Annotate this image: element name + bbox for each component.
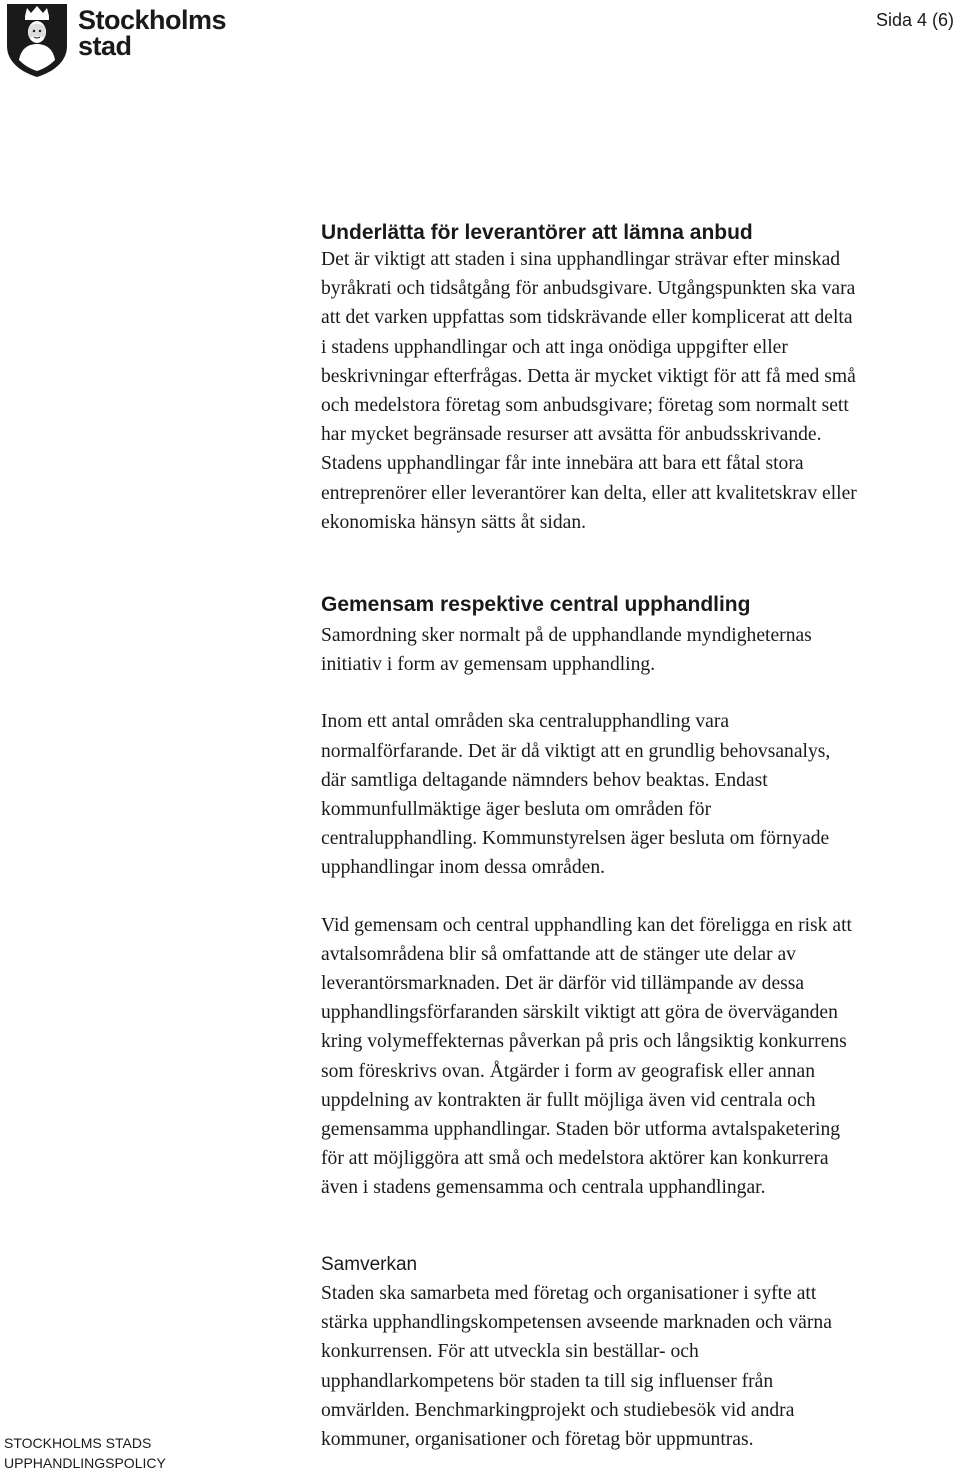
text-line: för att möjliggöra att små och medelstora aktörer kan konkurrera — [321, 1148, 829, 1170]
logo-line-1: Stockholms — [78, 5, 227, 35]
text-line: kommuner, organisationer och företag bör uppmuntras. — [321, 1429, 754, 1451]
text-line: uppdelning av kontrakten är fullt möjliga även vid centrala och — [321, 1089, 816, 1111]
text-line: upphandlingar inom dessa områden. — [321, 857, 606, 879]
text-line: normalförfarande. Det är då viktigt att en grundlig behovsanalys, — [321, 740, 831, 762]
text-line: som föreskrivs ovan. Åtgärder i form av geografisk eller annan — [321, 1060, 816, 1082]
text-line: stärka upphandlingskompetensen avseende marknaden och värna — [321, 1312, 832, 1334]
text-line: upphandlingsförfaranden särskilt viktigt att göra de överväganden — [321, 1002, 838, 1024]
section-gemensam — [321, 590, 957, 1203]
section-heading: Gemensam respektive central upphandling — [321, 593, 751, 616]
text-line: där samtliga deltagande nämnders behov beaktas. Endast — [321, 769, 768, 791]
footer-line-1: STOCKHOLMS STADS — [4, 1435, 152, 1451]
text-line: att det varken uppfattas som tidskrävande eller komplicerat att delta — [321, 307, 853, 329]
text-line: centralupphandling. Kommunstyrelsen äger besluta om förnyade — [321, 828, 830, 850]
section-underlatta — [321, 218, 957, 537]
stockholms-stad-logo — [5, 2, 226, 78]
logo-wordmark — [78, 7, 226, 59]
text-line: Vid gemensam och central upphandling kan det föreligga en risk att — [321, 914, 852, 936]
section-samverkan — [321, 1250, 957, 1454]
paragraph — [321, 1279, 957, 1454]
text-line: konkurrensen. För att utveckla sin beställar- och — [321, 1341, 699, 1363]
section-heading: Underlätta för leverantörer att lämna anbud — [321, 221, 753, 244]
text-line: gemensamma upphandlingar. Staden bör utforma avtalspaketering — [321, 1119, 841, 1141]
text-line: avtalsområdena blir så omfattande att de stänger ute delar av — [321, 943, 796, 965]
text-line: upphandlarkompetens bör staden ta till sig influenser från — [321, 1370, 774, 1392]
text-line: Samordning sker normalt på de upphandlande myndigheternas — [321, 625, 812, 646]
text-line: och medelstora företag som anbudsgivare; företag som normalt sett — [321, 395, 849, 417]
text-line: initiativ i form av gemensam upphandling. — [321, 654, 656, 676]
text-line: kring volymeffekternas påverkan på pris och långsiktig konkurrens — [321, 1031, 847, 1053]
text-line: Inom ett antal områden ska centralupphandling vara — [321, 711, 730, 733]
city-crest-icon — [5, 2, 69, 78]
text-line: beskrivningar efterfrågas. Detta är mycket viktigt för att få med små — [321, 365, 856, 387]
text-line: i stadens upphandlingar och att inga onödiga uppgifter eller — [321, 336, 788, 358]
text-line: Staden ska samarbeta med företag och organisationer i syfte att — [321, 1283, 817, 1304]
paragraph — [321, 911, 957, 1203]
text-line: entreprenörer eller leverantörer kan delta, eller att kvalitetskrav eller — [321, 482, 857, 504]
paragraph — [321, 707, 957, 882]
page-number: Sida 4 (6) — [875, 10, 954, 30]
text-line: ekonomiska hänsyn sätts åt sidan. — [321, 511, 587, 533]
footer-line-2: UPPHANDLINGSPOLICY — [4, 1455, 166, 1471]
document-footer — [4, 1433, 166, 1473]
text-line: kommunfullmäktige äger besluta om områden för — [321, 799, 712, 821]
paragraph — [321, 621, 957, 679]
text-line: Stadens upphandlingar får inte innebära att bara ett fåtal stora — [321, 453, 804, 475]
text-line: Det är viktigt att staden i sina upphandlingar strävar efter minskad — [321, 249, 841, 270]
logo-line-2: stad — [78, 31, 132, 61]
text-line: omvärlden. Benchmarkingprojekt och studiebesök vid andra — [321, 1399, 795, 1421]
text-line: har mycket begränsade resurser att avsätta för anbudsskrivande. — [321, 424, 822, 446]
text-line: byråkrati och tidsåtgång för anbudsgivare. Utgångspunkten ska vara — [321, 278, 856, 300]
text-line: leverantörsmarknaden. Det är därför vid tillämpande av dessa — [321, 973, 805, 995]
paragraph — [321, 245, 957, 537]
text-line: även i stadens gemensamma och centrala upphandlingar. — [321, 1177, 766, 1199]
section-heading: Samverkan — [321, 1254, 418, 1275]
